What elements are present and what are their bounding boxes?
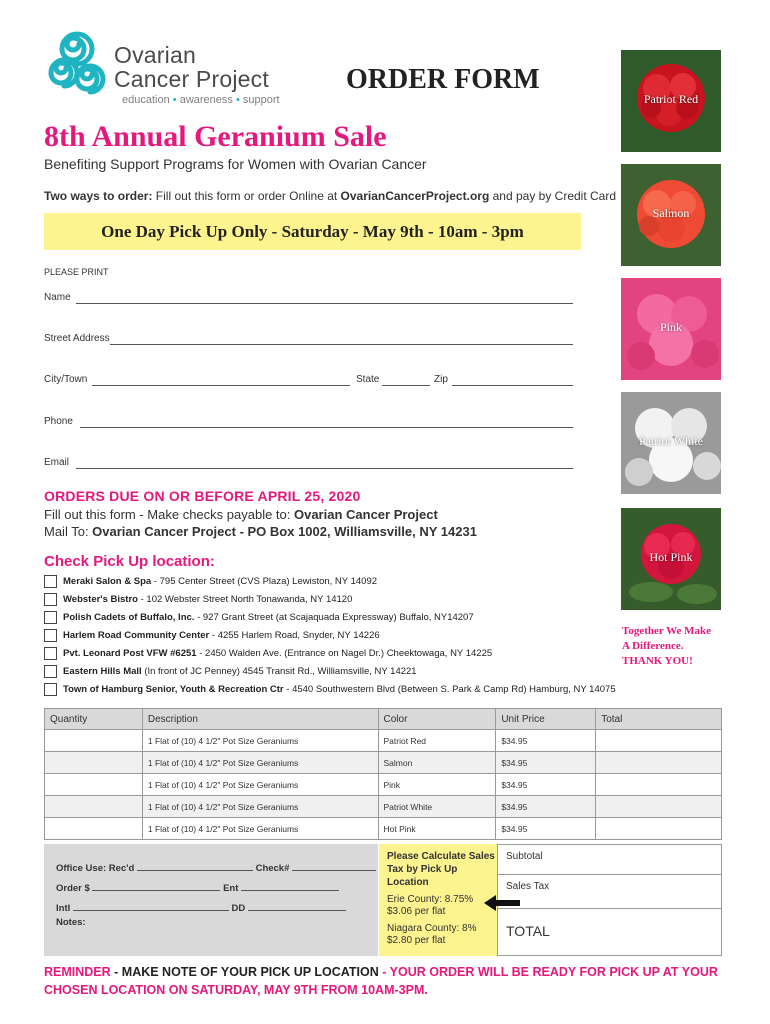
location-checkbox[interactable] [44,611,57,624]
state-label: State [356,374,380,385]
total-cell[interactable] [596,752,722,774]
location-name: Harlem Road Community Center [63,630,210,641]
location-checkbox[interactable] [44,629,57,642]
color-cell: Salmon [378,752,496,774]
description-cell: 1 Flat of (10) 4 1/2" Pot Size Geraniums [142,730,378,752]
phone-label: Phone [44,416,73,427]
description-cell: 1 Flat of (10) 4 1/2" Pot Size Geraniums [142,818,378,840]
erie-county-rate [387,894,497,918]
subtitle: Benefiting Support Programs for Women with Ovarian Cancer [44,156,427,172]
tagline-awareness: awareness [179,94,233,106]
location-detail: 4255 Harlem Road, Snyder, NY 14226 [217,630,380,641]
flower-label: Patriot White [638,434,704,448]
logo-name-line1: Ovarian [114,42,196,68]
city-label: City/Town [44,374,88,385]
payable-to-name: Ovarian Cancer Project [293,507,438,522]
location-name: Pvt. Leonard Post VFW #6251 [63,648,197,659]
unit-price-cell: $34.95 [496,730,596,752]
logo [44,24,294,110]
location-name: Webster's Bistro [63,594,138,605]
thank-you-line: A Difference. [622,640,684,652]
col-header-total: Total [596,709,722,730]
pickup-location: Pvt. Leonard Post VFW #6251 - 2450 Walden Ave. (Entrance on Nagel Dr.) Cheektowaga, NY 14225 [44,645,624,663]
pickup-location: Webster's Bistro - 102 Webster Street North Tonawanda, NY 14120 [44,591,624,609]
zip-label: Zip [434,374,448,385]
unit-price-cell: $34.95 [496,774,596,796]
thank-you-line: THANK YOU! [622,655,693,667]
two-ways-end: and pay by Credit Card [489,189,617,203]
reminder-note [44,963,724,999]
thank-you-note [622,624,732,669]
location-name: Eastern Hills Mall [63,666,142,677]
flower-label: Salmon [652,206,690,220]
pickup-location: Harlem Road Community Center - 4255 Harlem Road, Snyder, NY 14226 [44,627,624,645]
table-header-row [45,709,722,730]
erie-rate: Erie County: 8.75% [387,894,474,905]
flower-photo-hot-pink [621,508,721,610]
description-cell: 1 Flat of (10) 4 1/2" Pot Size Geraniums [142,774,378,796]
location-checkbox[interactable] [44,593,57,606]
location-checkbox[interactable] [44,575,57,588]
pickup-location: Polish Cadets of Buffalo, Inc. - 927 Grant Street (at Scajaquada Expressway) Buffalo, NY14207 [44,609,624,627]
niagara-rate: Niagara County: 8% [387,923,477,934]
office-row-order [56,882,339,894]
location-detail: (In front of JC Penney) 4545 Transit Rd., Williamsville, NY 14221 [144,666,417,677]
quantity-cell[interactable] [45,796,143,818]
check-field[interactable] [292,862,376,871]
intl-field[interactable] [73,902,229,911]
total-cell[interactable] [596,818,722,840]
flower-photo-salmon [621,164,721,266]
color-cell: Pink [378,774,496,796]
sales-tax-label: Sales Tax [506,881,550,892]
quantity-cell[interactable] [45,752,143,774]
office-use-box [44,844,378,956]
office-row-intl [56,902,346,914]
location-detail: 2450 Walden Ave. (Entrance on Nagel Dr.) Cheektowaga, NY 14225 [205,648,493,659]
location-name: Polish Cadets of Buffalo, Inc. [63,612,195,623]
table-row [45,730,722,752]
table-row [45,752,722,774]
unit-price-cell: $34.95 [496,752,596,774]
mail-to-address: Ovarian Cancer Project - PO Box 1002, Williamsville, NY 14231 [92,524,477,539]
table-row [45,774,722,796]
payable-to-text: Fill out this form - Make checks payable to: [44,507,294,522]
logo-tagline: education • awareness • support [122,94,280,106]
reminder-dash: - [110,965,122,979]
ent-field[interactable] [241,882,339,891]
location-detail: 102 Webster Street North Tonawanda, NY 14120 [146,594,353,605]
order-amount-label: Order $ [56,883,90,894]
total-label: TOTAL [506,923,550,939]
recd-label: Rec'd [108,863,135,874]
color-cell: Hot Pink [378,818,496,840]
col-header-description: Description [142,709,378,730]
tax-title-line: Please Calculate Sales [387,851,495,862]
office-use-label: Office Use: [56,863,107,874]
flower-label: Patriot Red [643,92,699,106]
pickup-location-heading: Check Pick Up location: [44,553,215,570]
pickup-location: Meraki Salon & Spa - 795 Center Street (CVS Plaza) Lewiston, NY 14092 [44,573,624,591]
please-print-label: PLEASE PRINT [44,267,109,277]
col-header-quantity: Quantity [45,709,143,730]
unit-price-cell: $34.95 [496,818,596,840]
description-cell: 1 Flat of (10) 4 1/2" Pot Size Geraniums [142,796,378,818]
city-field[interactable] [92,385,350,386]
unit-price-cell: $34.95 [496,796,596,818]
niagara-per-flat: $2.80 per flat [387,935,446,946]
sales-tax-info [379,844,497,956]
thank-you-line: Together We Make [622,625,712,637]
mail-to-line [44,524,477,539]
total-cell[interactable] [596,774,722,796]
description-cell: 1 Flat of (10) 4 1/2" Pot Size Geraniums [142,752,378,774]
name-field[interactable] [76,303,573,304]
reminder-label: REMINDER [44,965,111,979]
location-checkbox[interactable] [44,683,57,696]
dd-label: DD [231,903,246,914]
state-field[interactable] [382,385,430,386]
reminder-rest: - YOUR ORDER WILL BE READY FOR PICK UP AT YOUR CHOSEN LOCATION ON SATURDAY, MAY 9TH FROM 10AM-3PM. [44,965,718,997]
location-name: Meraki Salon & Spa [63,576,152,587]
page-title: 8th Annual Geranium Sale [44,120,387,153]
orders-due-heading: ORDERS DUE ON OR BEFORE APRIL 25, 2020 [44,488,361,504]
color-cell: Patriot Red [378,730,496,752]
two-ways-to-order [44,189,616,203]
tagline-support: support [242,94,280,106]
location-checkbox[interactable] [44,665,57,678]
sales-tax-row[interactable] [498,875,721,909]
location-detail: 927 Grant Street (at Scajaquada Expressway) Buffalo, NY14207 [202,612,474,623]
arrow-left-icon [484,895,520,911]
location-detail: 4540 Southwestern Blvd (Between S. Park & Camp Rd) Hamburg, NY 14075 [292,684,616,695]
total-row[interactable] [498,909,721,955]
pickup-banner-text: One Day Pick Up Only - Saturday - May 9th - 10am - 3pm [101,222,524,241]
office-row-notes [56,917,86,928]
intl-label: Intl [56,903,71,914]
zip-field[interactable] [452,385,573,386]
phone-field[interactable] [80,427,573,428]
mail-to-label: Mail To: [44,524,93,539]
ent-label: Ent [223,883,239,894]
website-link[interactable]: OvarianCancerProject.org [340,189,490,203]
flower-label: Pink [659,320,682,334]
recd-field[interactable] [137,862,253,871]
flower-photo-patriot-white [621,392,721,494]
check-label: Check# [255,863,290,874]
office-row-recd [56,862,376,874]
pickup-location [44,663,624,681]
two-ways-label: Two ways to order: [44,189,153,203]
erie-per-flat: $3.06 per flat [387,906,446,917]
payable-to-line [44,507,438,522]
flower-label: Hot Pink [649,550,693,564]
name-label: Name [44,292,71,303]
location-name: Town of Hamburg Senior, Youth & Recreation Ctr [63,684,284,695]
niagara-county-rate [387,923,497,947]
col-header-color: Color [378,709,496,730]
col-header-unit-price: Unit Price [496,709,596,730]
reminder-middle: MAKE NOTE OF YOUR PICK UP LOCATION [121,965,379,979]
quantity-cell[interactable] [45,730,143,752]
color-cell: Patriot White [378,796,496,818]
street-label: Street Address [44,333,110,344]
subtotal-label: Subtotal [506,851,543,862]
subtotal-row[interactable] [498,845,721,875]
total-cell[interactable] [596,796,722,818]
order-amount-field[interactable] [92,882,220,891]
totals-box [497,844,722,956]
pickup-banner [44,213,581,250]
flower-photo-pink [621,278,721,380]
email-label: Email [44,457,70,468]
table-row [45,796,722,818]
tax-title-line: Tax by Pick Up Location [387,864,458,888]
table-row [45,818,722,840]
dd-field[interactable] [248,902,346,911]
pickup-location-list [44,573,624,699]
email-field[interactable] [76,468,573,469]
logo-name-line2: Cancer Project [114,66,269,92]
spiral-logo-icon [44,24,114,104]
two-ways-text: Fill out this form or order Online at [152,189,341,203]
location-detail: 795 Center Street (CVS Plaza) Lewiston, NY 14092 [159,576,378,587]
order-table [44,708,722,840]
order-form-title: ORDER FORM [346,64,540,95]
notes-label: Notes: [56,917,86,928]
location-checkbox[interactable] [44,647,57,660]
flower-photo-patriot-red [621,50,721,152]
street-field[interactable] [110,344,573,345]
pickup-location: Town of Hamburg Senior, Youth & Recreation Ctr - 4540 Southwestern Blvd (Between S. Park & Camp Rd) Hamburg, NY 14075 [44,681,624,699]
total-cell[interactable] [596,730,722,752]
quantity-cell[interactable] [45,818,143,840]
quantity-cell[interactable] [45,774,143,796]
tagline-education: education [122,94,170,106]
